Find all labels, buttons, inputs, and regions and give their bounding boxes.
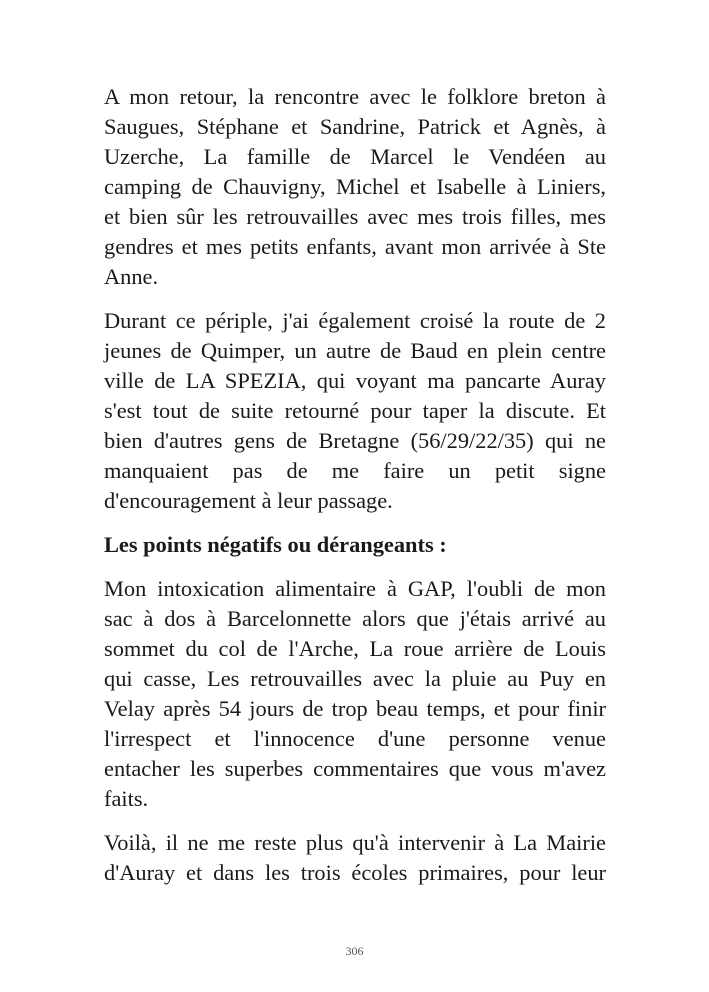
- text-line: d'Auray et dans les trois écoles primaires, pour leur: [104, 860, 606, 885]
- text-line: Velay après 54 jours de trop beau temps, et pour finir: [104, 696, 606, 721]
- text-line: d'encouragement à leur passage.: [104, 488, 393, 513]
- paragraph-negative-points: [104, 574, 606, 814]
- page-body: [104, 82, 606, 888]
- text-line: ville de LA SPEZIA, qui voyant ma pancarte Auray: [104, 368, 606, 393]
- text-line: jeunes de Quimper, un autre de Baud en plein centre: [104, 338, 606, 363]
- text-line: gendres et mes petits enfants, avant mon arrivée à Ste: [104, 234, 606, 259]
- text-line: et bien sûr les retrouvailles avec mes trois filles, mes: [104, 204, 606, 229]
- text-line: sac à dos à Barcelonnette alors que j'étais arrivé au: [104, 606, 606, 631]
- text-line: Saugues, Stéphane et Sandrine, Patrick et Agnès, à: [104, 114, 606, 139]
- text-line: Mon intoxication alimentaire à GAP, l'oubli de mon: [104, 576, 606, 601]
- text-line: bien d'autres gens de Bretagne (56/29/22/35) qui ne: [104, 428, 606, 453]
- paragraph-closing: [104, 828, 606, 888]
- page-number: 306: [345, 944, 364, 958]
- text-line: manquaient pas de me faire un petit signe: [104, 458, 606, 483]
- text-line: entacher les superbes commentaires que vous m'avez: [104, 756, 606, 781]
- paragraph-journey-meetings: [104, 306, 606, 516]
- text-line: Durant ce périple, j'ai également croisé la route de 2: [104, 308, 606, 333]
- text-line: A mon retour, la rencontre avec le folklore breton à: [104, 84, 606, 109]
- text-line: l'irrespect et l'innocence d'une personne venue: [104, 726, 606, 751]
- text-line: qui casse, Les retrouvailles avec la pluie au Puy en: [104, 666, 606, 691]
- section-heading: Les points négatifs ou dérangeants :: [104, 532, 447, 557]
- text-line: faits.: [104, 786, 149, 811]
- text-line: Voilà, il ne me reste plus qu'à intervenir à La Mairie: [104, 830, 606, 855]
- text-line: Uzerche, La famille de Marcel le Vendéen au: [104, 144, 606, 169]
- text-line: s'est tout de suite retourné pour taper la discute. Et: [104, 398, 606, 423]
- text-line: Anne.: [104, 264, 159, 289]
- paragraph-return-encounters: [104, 82, 606, 292]
- text-line: camping de Chauvigny, Michel et Isabelle à Liniers,: [104, 174, 606, 199]
- text-line: sommet du col de l'Arche, La roue arrière de Louis: [104, 636, 606, 661]
